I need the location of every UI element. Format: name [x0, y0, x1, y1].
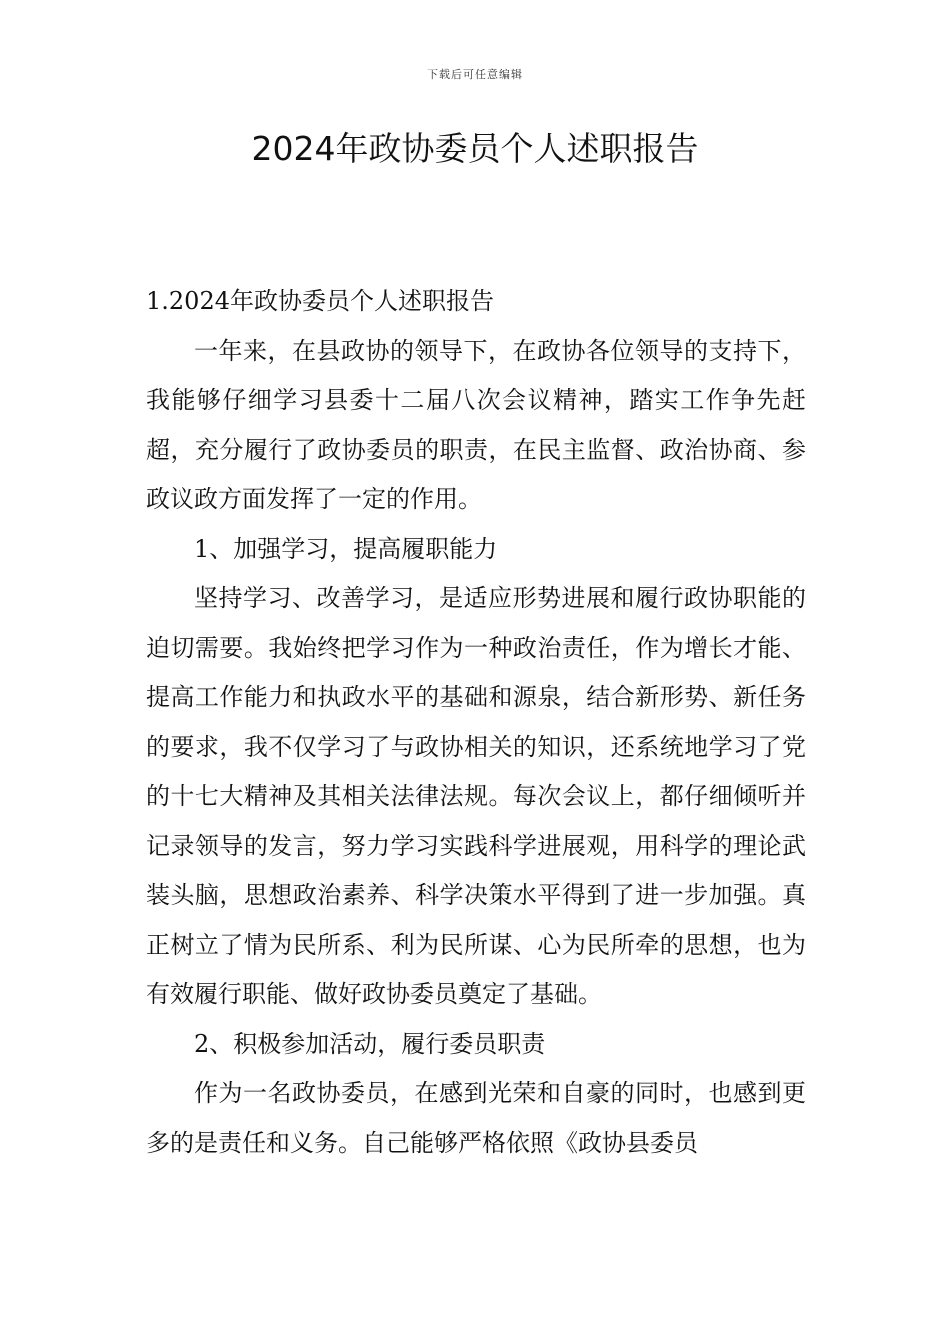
body-paragraph: 一年来，在县政协的领导下，在政协各位领导的支持下，我能够仔细学习县委十二届八次会议精神，踏实工作争先赶超，充分履行了政协委员的职责，在民主监督、政治协商、参政议政方面发挥了一定的作用。: [146, 336, 806, 513]
body-paragraph: 坚持学习、改善学习，是适应形势进展和履行政协职能的迫切需要。我始终把学习作为一种政治责任，作为增长才能、提高工作能力和执政水平的基础和源泉，结合新形势、新任务的要求，我不仅学习了与政协相关的知识，还系统地学习了党的十七大精神及其相关法律法规。每次会议上，都仔细倾听并记录领导的发言，努力学习实践科学进展观，用科学的理论武装头脑，思想政治素养、科学决策水平得到了进一步加强。真正树立了情为民所系、利为民所谋、心为民所牵的思想，也为有效履行职能、做好政协委员奠定了基础。: [146, 584, 806, 1008]
section-heading: 1.2024年政协委员个人述职报告: [146, 287, 494, 315]
subsection-heading: 1、加强学习，提高履职能力: [194, 534, 498, 563]
header-note: 下载后可任意编辑: [427, 68, 523, 81]
body-paragraph: 作为一名政协委员，在感到光荣和自豪的同时，也感到更多的是责任和义务。自己能够严格依照《政协县委员: [146, 1079, 806, 1157]
document-body: [146, 277, 806, 1168]
subsection-heading: 2、积极参加活动，履行委员职责: [194, 1029, 546, 1058]
document-title: 2024年政协委员个人述职报告: [251, 129, 699, 168]
